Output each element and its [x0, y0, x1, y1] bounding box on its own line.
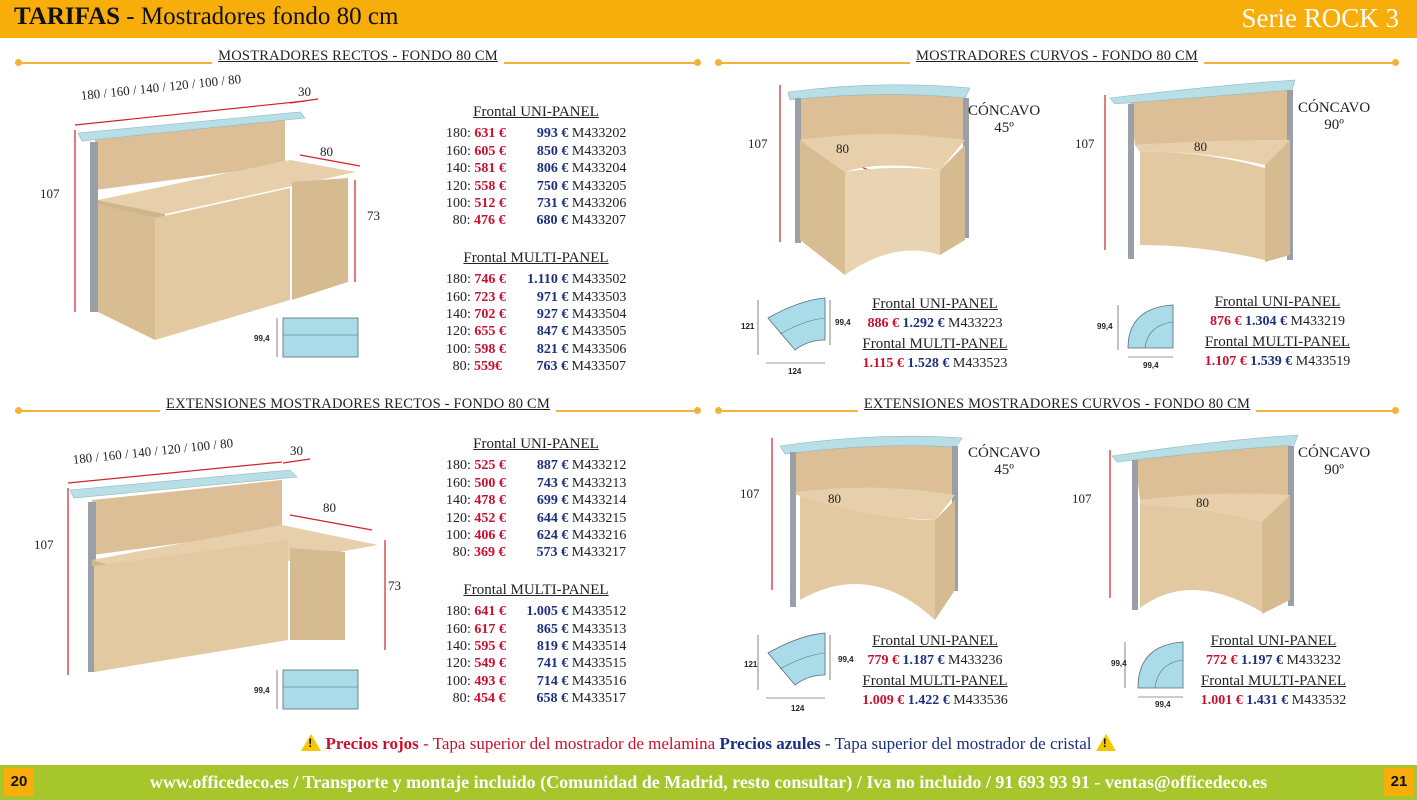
ext-curved-90-footprint — [1125, 642, 1183, 697]
footer-bar — [0, 765, 1417, 800]
ext-curved-45-illustration — [772, 436, 962, 620]
c90-dim-99b: 99,4 — [1143, 361, 1159, 370]
product-code: M433207 — [571, 213, 626, 229]
row-size: 160: — [446, 621, 471, 637]
row-size: 100: — [446, 196, 471, 212]
section-ext-rectos: EXTENSIONES MOSTRADORES RECTOS - FONDO 80 CM — [18, 396, 698, 416]
ec45-dim-80: 80 — [828, 491, 841, 506]
price-row — [446, 638, 626, 655]
price-red: 500 € — [474, 475, 506, 491]
product-code: M433215 — [571, 510, 627, 526]
price-blue: 927 € — [536, 307, 569, 323]
price-red: 598 € — [474, 341, 506, 357]
price-blue: 865 € — [536, 621, 569, 637]
price-row — [446, 271, 626, 288]
price-legend: ! Precios rojos - Tapa superior del mostrador de melamina Precios azules - Tapa superior del mostrador de cristal ! — [0, 734, 1417, 754]
price-red: 369 € — [474, 545, 506, 561]
price-blue: 658 € — [536, 691, 569, 707]
price-blue: 699 € — [536, 493, 569, 509]
row-size: 100: — [446, 341, 471, 357]
product-code: M433202 — [571, 126, 627, 142]
row-size: 180: — [446, 604, 471, 620]
list-header: Frontal UNI-PANEL — [473, 104, 599, 120]
price-row — [446, 690, 626, 707]
ec90-dim-99b: 99,4 — [1155, 700, 1171, 709]
section-ext-curvos: EXTENSIONES MOSTRADORES CURVOS - FONDO 80 CM — [718, 396, 1396, 416]
section-rectos: MOSTRADORES RECTOS - FONDO 80 CM — [18, 48, 698, 68]
price-blue: 680 € — [536, 213, 569, 229]
price-row — [446, 212, 626, 229]
price-red: 406 € — [474, 528, 506, 544]
dim-99-4: 99,4 — [254, 334, 270, 343]
dim-widths: 180 / 160 / 140 / 120 / 100 / 80 — [80, 71, 242, 103]
ext-dim-widths: 180 / 160 / 140 / 120 / 100 / 80 — [72, 435, 234, 467]
price-blue: 1.005 € — [526, 604, 569, 620]
c45-dim-121: 121 — [741, 322, 755, 331]
price-blue: 1.110 € — [527, 272, 569, 288]
c90-prices: Frontal UNI-PANEL 876 € 1.304 € M433219 Frontal MULTI-PANEL 1.107 € 1.539 € M433519 — [1204, 294, 1351, 369]
price-row — [446, 341, 626, 358]
price-row — [446, 289, 626, 306]
ext-dim-30: 30 — [290, 443, 303, 458]
section-curvos: MOSTRADORES CURVOS - FONDO 80 CM — [718, 48, 1396, 68]
product-code: M433515 — [571, 656, 627, 672]
price-red: 702 € — [474, 307, 506, 323]
price-row — [446, 457, 626, 474]
ext-rectos-price-list — [446, 436, 626, 708]
price-blue: 731 € — [536, 196, 569, 212]
product-code: M433513 — [571, 621, 627, 637]
ext-curved-45-footprint — [758, 633, 830, 698]
product-code: M433505 — [571, 324, 627, 340]
price-row — [446, 603, 626, 620]
ext-curved-90-illustration — [1110, 435, 1298, 614]
row-size: 80: — [452, 545, 471, 561]
product-code: M433517 — [571, 691, 626, 707]
c45-dim-124: 124 — [788, 367, 802, 376]
product-code: M433212 — [571, 458, 627, 474]
price-row — [446, 358, 626, 375]
c45-dim-107: 107 — [748, 136, 768, 151]
curved-90-footprint — [1118, 305, 1173, 357]
price-blue: 624 € — [536, 528, 569, 544]
price-red: 641 € — [474, 604, 506, 620]
list-header: Frontal MULTI-PANEL — [463, 249, 609, 266]
product-code: M433206 — [571, 196, 627, 212]
price-blue: 971 € — [536, 289, 569, 305]
product-code: M433506 — [571, 341, 627, 357]
ec45-dim-99: 99,4 — [838, 655, 854, 664]
product-code: M433512 — [571, 604, 627, 620]
list-header: Frontal UNI-PANEL — [473, 436, 599, 452]
c90-dim-80: 80 — [1194, 139, 1207, 154]
product-code: M433204 — [571, 161, 627, 177]
price-blue: 714 € — [536, 673, 569, 689]
product-code: M433217 — [571, 545, 626, 561]
price-blue: 741 € — [536, 656, 569, 672]
straight-counter-illustration — [75, 99, 360, 340]
row-size: 140: — [446, 307, 471, 323]
row-size: 100: — [446, 528, 471, 544]
price-red: 452 € — [474, 510, 506, 526]
row-size: 180: — [446, 458, 471, 474]
product-code: M433214 — [571, 493, 627, 509]
row-size: 80: — [452, 359, 471, 375]
row-size: 120: — [446, 324, 471, 340]
price-red: 559€ — [474, 359, 503, 375]
price-blue: 806 € — [536, 161, 569, 177]
price-row — [446, 323, 626, 340]
product-code: M433502 — [571, 272, 627, 288]
price-blue: 644 € — [536, 510, 569, 526]
price-blue: 819 € — [536, 639, 569, 655]
price-red: 631 € — [474, 126, 506, 142]
price-blue: 821 € — [536, 341, 569, 357]
product-code: M433504 — [571, 307, 627, 323]
price-blue: 847 € — [536, 324, 569, 340]
price-row — [446, 178, 626, 195]
dim-80: 80 — [320, 144, 333, 159]
dim-107: 107 — [40, 186, 60, 201]
ec45-label: CÓNCAVO 45º — [968, 445, 1041, 478]
price-row — [446, 510, 626, 527]
ec90-dim-107: 107 — [1072, 491, 1092, 506]
price-red: 558 € — [474, 178, 506, 194]
ext-dim-99-4: 99,4 — [254, 686, 270, 695]
price-blue: 763 € — [536, 359, 569, 375]
price-row — [446, 143, 626, 160]
c90-label: CÓNCAVO 90º — [1298, 100, 1371, 133]
product-code: M433507 — [571, 359, 626, 375]
c45-label: CÓNCAVO 45º — [968, 103, 1041, 136]
price-red: 476 € — [474, 213, 506, 229]
ec90-label: CÓNCAVO 90º — [1298, 445, 1371, 478]
price-row — [446, 125, 626, 142]
price-red: 655 € — [474, 324, 506, 340]
warning-icon: ! — [1096, 734, 1116, 751]
row-size: 140: — [446, 493, 471, 509]
straight-footprint — [283, 318, 358, 357]
product-code: M433503 — [571, 289, 627, 305]
price-row — [446, 527, 626, 544]
curved-45-illustration — [780, 85, 970, 275]
ext-dim-73: 73 — [388, 578, 401, 593]
ec45-prices: Frontal UNI-PANEL 779 € 1.187 € M433236 Frontal MULTI-PANEL 1.009 € 1.422 € M433536 — [862, 633, 1008, 708]
price-red: 605 € — [474, 143, 506, 159]
curved-90-illustration — [1105, 80, 1295, 262]
row-size: 160: — [446, 289, 471, 305]
curved-45-footprint — [758, 298, 830, 363]
price-row — [446, 673, 626, 690]
page-title: TARIFAS - Mostradores fondo 80 cm — [14, 3, 399, 30]
ext-dim-80: 80 — [323, 500, 336, 515]
ec90-prices: Frontal UNI-PANEL 772 € 1.197 € M433232 Frontal MULTI-PANEL 1.001 € 1.431 € M433532 — [1200, 633, 1347, 708]
ec45-dim-107: 107 — [740, 486, 760, 501]
ec45-dim-121: 121 — [744, 660, 758, 669]
ext-dim-107: 107 — [34, 537, 54, 552]
price-blue: 743 € — [536, 475, 569, 491]
price-red: 617 € — [474, 621, 506, 637]
row-size: 140: — [446, 639, 471, 655]
c45-dim-99: 99,4 — [835, 318, 851, 327]
price-red: 454 € — [474, 691, 506, 707]
price-row — [446, 306, 626, 323]
price-row — [446, 621, 626, 638]
price-red: 549 € — [474, 656, 506, 672]
dim-30: 30 — [298, 84, 311, 99]
row-size: 160: — [446, 143, 471, 159]
row-size: 100: — [446, 673, 471, 689]
footer-contact[interactable]: www.officedeco.es / Transporte y montaje incluido (Comunidad de Madrid, resto consultar) / Iva no incluido / 91 693 93 91 - ventas@officedeco.es — [149, 772, 1268, 792]
product-code: M433203 — [571, 143, 627, 159]
price-blue: 887 € — [536, 458, 569, 474]
price-row — [446, 160, 626, 177]
price-red: 595 € — [474, 639, 506, 655]
product-code: M433216 — [571, 528, 627, 544]
price-row — [446, 195, 626, 212]
row-size: 120: — [446, 510, 471, 526]
list-header: Frontal MULTI-PANEL — [463, 581, 609, 598]
row-size: 180: — [446, 272, 471, 288]
row-size: 120: — [446, 656, 471, 672]
price-red: 581 € — [474, 161, 506, 177]
ec45-dim-124: 124 — [791, 704, 805, 713]
page-number-left: 20 — [4, 768, 34, 796]
row-size: 160: — [446, 475, 471, 491]
product-code: M433514 — [571, 639, 627, 655]
price-row — [446, 655, 626, 672]
row-size: 180: — [446, 126, 471, 142]
row-size: 140: — [446, 161, 471, 177]
product-code: M433213 — [571, 475, 627, 491]
price-blue: 750 € — [536, 178, 569, 194]
row-size: 80: — [452, 213, 471, 229]
c90-dim-99a: 99,4 — [1097, 322, 1113, 331]
ext-straight-footprint — [283, 670, 358, 709]
product-code: M433205 — [571, 178, 627, 194]
price-red: 746 € — [474, 272, 506, 288]
product-code: M433516 — [571, 673, 627, 689]
warning-icon: ! — [301, 734, 321, 751]
price-red: 512 € — [474, 196, 506, 212]
price-blue: 850 € — [536, 143, 569, 159]
c45-prices: Frontal UNI-PANEL 886 € 1.292 € M433223 Frontal MULTI-PANEL 1.115 € 1.528 € M433523 — [862, 296, 1008, 371]
ec90-dim-80: 80 — [1196, 495, 1209, 510]
series-name: Serie ROCK 3 — [1241, 3, 1399, 33]
price-row — [446, 475, 626, 492]
extension-straight-illustration — [68, 459, 385, 675]
ec90-dim-99a: 99,4 — [1111, 659, 1127, 668]
c45-dim-80: 80 — [836, 141, 849, 156]
price-red: 723 € — [474, 289, 506, 305]
price-red: 478 € — [474, 493, 506, 509]
price-row — [446, 492, 626, 509]
c90-dim-107: 107 — [1075, 136, 1095, 151]
row-size: 120: — [446, 178, 471, 194]
rectos-price-list — [446, 104, 626, 376]
dim-73: 73 — [367, 208, 380, 223]
price-row — [446, 544, 626, 561]
price-red: 525 € — [474, 458, 506, 474]
price-blue: 573 € — [536, 545, 569, 561]
price-red: 493 € — [474, 673, 506, 689]
page-number-right: 21 — [1384, 768, 1414, 796]
row-size: 80: — [452, 691, 471, 707]
price-blue: 993 € — [536, 126, 569, 142]
